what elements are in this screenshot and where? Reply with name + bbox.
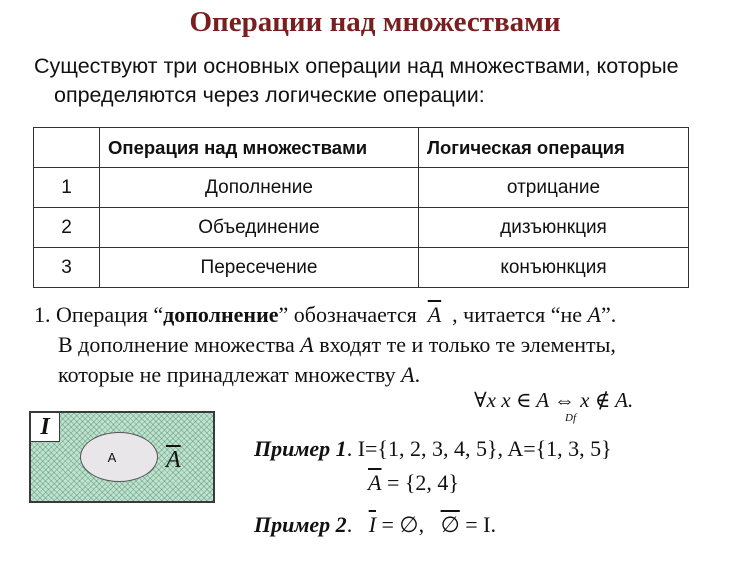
para-line-3	[34, 360, 734, 390]
row-num: 2	[34, 208, 100, 248]
example-2	[254, 512, 496, 538]
row-set-op: Объединение	[100, 208, 419, 248]
row-logic-op: конъюнкция	[419, 248, 689, 288]
para-line-2	[34, 330, 734, 360]
para-text: которые не принадлежат множеству	[58, 362, 396, 387]
table-row	[34, 168, 689, 208]
row-num: 3	[34, 248, 100, 288]
set-a-label: A	[107, 449, 117, 465]
example-1-result	[368, 470, 459, 496]
complement-label: $\overline{A}$	[166, 447, 181, 473]
example-1-result-text: = {2, 4}	[381, 470, 459, 495]
example-1-label: Пример 1	[254, 436, 347, 461]
row-logic-op: отрицание	[419, 168, 689, 208]
example-2-eq-2: = I.	[459, 512, 496, 537]
example-2-label: Пример 2	[254, 512, 347, 537]
formula-text: ∀x x ∈ A ⇔ x ∉ A.	[474, 388, 634, 412]
row-num: 1	[34, 168, 100, 208]
operations-table	[33, 127, 689, 288]
page-title: Операции над множествами	[189, 6, 561, 38]
universe-label: I	[31, 413, 60, 442]
table-row	[34, 208, 689, 248]
empty-complement: ∅	[440, 512, 460, 537]
term-complement: дополнение	[163, 302, 279, 327]
example-1	[254, 436, 612, 462]
para-text: 1. Операция “	[34, 302, 164, 327]
example-2-text: .	[346, 512, 353, 537]
complement-symbol: $\overline{A}$	[368, 470, 382, 495]
para-text: ”.	[600, 302, 617, 327]
para-line-1	[34, 300, 734, 330]
para-text: входят те и только те элементы,	[319, 332, 616, 357]
intro-line-2: определяются через логические операции:	[54, 83, 485, 107]
row-set-op: Дополнение	[100, 168, 419, 208]
universe-complement: $\overline{I}$	[368, 512, 377, 537]
formula-df-label: Df	[565, 412, 576, 424]
para-text: , читается “не	[452, 302, 582, 327]
example-2-eq-1: = ∅,	[376, 512, 425, 537]
complement-symbol: $\overline{A}$	[427, 302, 442, 327]
set-a: A	[587, 302, 601, 327]
complement-paragraph	[34, 300, 734, 390]
venn-diagram	[29, 411, 215, 503]
table-header-logic-op: Логическая операция	[419, 128, 689, 168]
intro-text	[34, 52, 734, 110]
para-text: В дополнение множества	[58, 332, 295, 357]
row-set-op: Пересечение	[100, 248, 419, 288]
table-header-set-op: Операция над множествами	[100, 128, 419, 168]
intro-line-1: Существуют три основных операции над множествами, которые	[34, 54, 679, 78]
complement-formula	[474, 388, 634, 424]
para-text: .	[414, 362, 421, 387]
row-logic-op: дизъюнкция	[419, 208, 689, 248]
example-1-text: . I={1, 2, 3, 4, 5}, A={1, 3, 5}	[346, 436, 612, 461]
set-a-circle	[80, 432, 158, 482]
table-header-num	[34, 128, 100, 168]
table-row	[34, 248, 689, 288]
para-text: ” обозначается	[278, 302, 417, 327]
table-header-row	[34, 128, 689, 168]
set-a: A	[300, 332, 314, 357]
set-a: A	[401, 362, 415, 387]
